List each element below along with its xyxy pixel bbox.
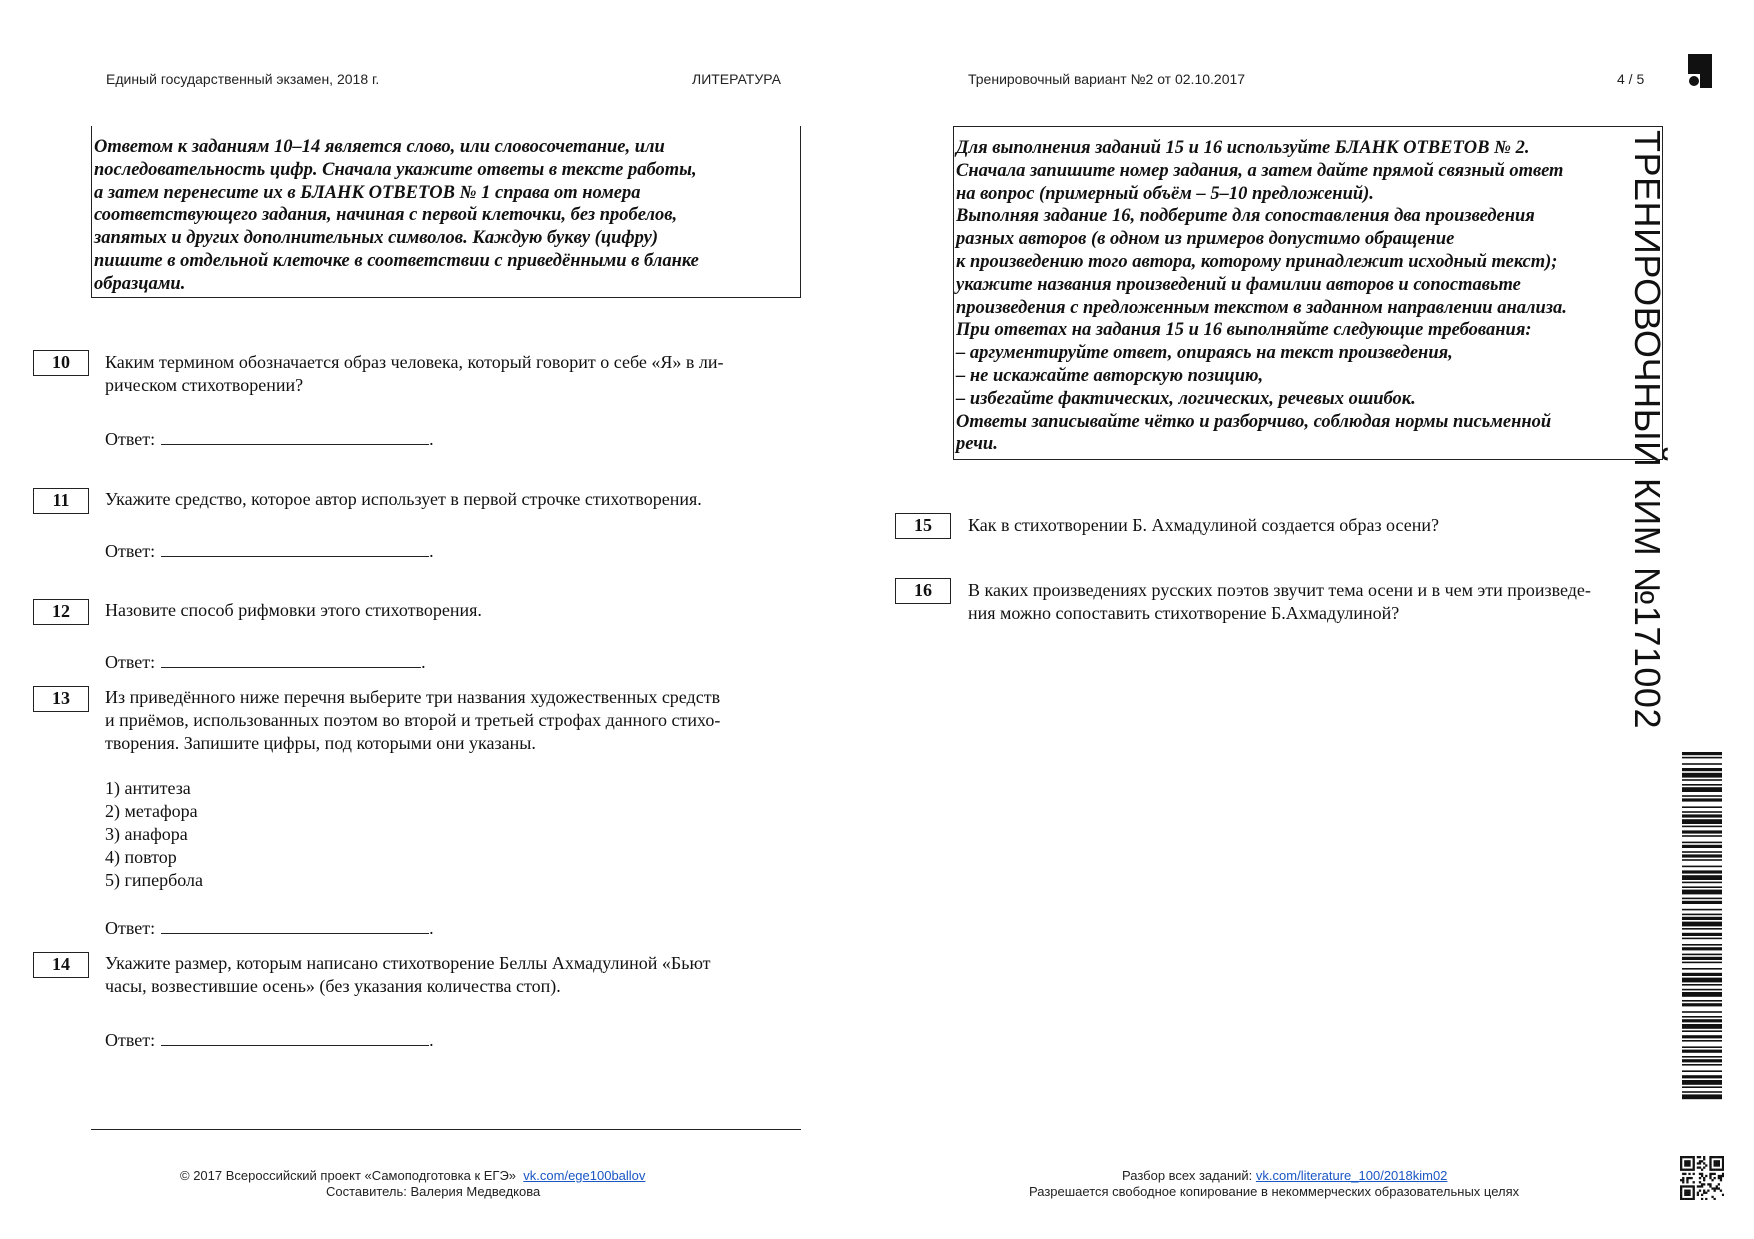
answer-field-11[interactable]: Ответ: . [105, 541, 434, 561]
instruction-line: последовательность цифр. Сначала укажите ответы в тексте работы, [94, 159, 697, 180]
option-5: 5) гипербола [105, 870, 204, 890]
instruction-line: Сначала запишите номер задания, а затем дайте прямой связный ответ [956, 160, 1564, 181]
question-text-16: В каких произведениях русских поэтов звучит тема осени и в чем эти произведе- ния можно сопоставить стихотворение Б.Ахмадулиной? [968, 580, 1591, 623]
question-number-11: 11 [33, 488, 89, 514]
footer-right-line1: Разбор всех заданий: vk.com/literature_100/2018kim02 [1122, 1168, 1448, 1183]
footer-right-link[interactable]: vk.com/literature_100/2018kim02 [1255, 1168, 1448, 1183]
instruction-line: разных авторов (в одном из примеров допустимо обращение [956, 229, 1455, 250]
option-4: 4) повтор [105, 847, 177, 867]
instruction-line: пишите в отдельной клеточке в соответствии с приведёнными в бланке [94, 250, 699, 271]
instruction-line: на вопрос (примерный объём – 5–10 предложений). [956, 183, 1374, 204]
instruction-line: к произведению того автора, которому принадлежит исходный текст); [956, 251, 1558, 272]
question-text-15: Как в стихотворении Б. Ахмадулиной создается образ осени? [968, 515, 1439, 535]
instructions-box-right [953, 126, 1663, 460]
subject-title: ЛИТЕРАТУРА [692, 71, 781, 87]
option-3: 3) анафора [105, 824, 188, 844]
answer-field-13[interactable]: Ответ: . [105, 918, 434, 938]
instruction-line: – не искажайте авторскую позицию, [956, 365, 1264, 386]
instruction-line: произведения с предложенным текстом в заданном направлении анализа. [956, 297, 1567, 318]
question-text-10: Каким термином обозначается образ человека, который говорит о себе «Я» в ли- рическом стихотворении? [105, 352, 724, 395]
question-text-11: Укажите средство, которое автор использует в первой строчке стихотворения. [105, 489, 702, 509]
variant-title: Тренировочный вариант №2 от 02.10.2017 [968, 71, 1246, 87]
instruction-line: Для выполнения заданий 15 и 16 используйте БЛАНК ОТВЕТОВ № 2. [956, 138, 1530, 158]
question-number-13: 13 [33, 686, 89, 712]
answer-field-14[interactable]: Ответ: . [105, 1030, 434, 1050]
instruction-line: укажите названия произведений и фамилии авторов и сопоставьте [956, 274, 1521, 295]
question-number-10: 10 [33, 350, 89, 376]
question-number-12: 12 [33, 599, 89, 625]
option-1: 1) антитеза [105, 778, 191, 798]
option-2: 2) метафора [105, 801, 198, 821]
vertical-kim-title: ТРЕНИРОВОЧНЫЙ КИМ №171002 [1627, 130, 1668, 729]
instruction-line: При ответах на задания 15 и 16 выполняйте следующие требования: [956, 320, 1532, 341]
footer-author: Составитель: Валерия Медведкова [326, 1184, 541, 1199]
page-number: 4 / 5 [1617, 71, 1645, 87]
qr-code [1680, 1156, 1724, 1200]
instruction-line: речи. [956, 434, 998, 455]
answer-field-10[interactable]: Ответ: . [105, 429, 434, 449]
instruction-line: образцами. [94, 273, 186, 294]
instruction-line: Ответом к заданиям 10–14 является слово, или словосочетание, или [94, 137, 665, 157]
instruction-line: – аргументируйте ответ, опираясь на текст произведения, [956, 343, 1453, 364]
question-number-16: 16 [895, 578, 951, 604]
footer-copy-note: Разрешается свободное копирование в некоммерческих образовательных целях [1029, 1184, 1520, 1199]
question-text-12: Назовите способ рифмовки этого стихотворения. [105, 600, 482, 620]
instruction-line: Ответы записывайте чётко и разборчиво, соблюдая нормы письменной [956, 411, 1552, 432]
footer-left-line1: © 2017 Всероссийский проект «Самоподготовка к ЕГЭ» vk.com/ege100ballov [180, 1168, 646, 1183]
instruction-line: соответствующего задания, начиная с первой клеточки, без пробелов, [94, 205, 678, 226]
question-number-15: 15 [895, 513, 951, 539]
exam-title: Единый государственный экзамен, 2018 г. [106, 71, 380, 87]
instructions-box-left [91, 126, 801, 298]
barcode [1682, 752, 1722, 1100]
instruction-line: – избегайте фактических, логических, речевых ошибок. [956, 388, 1416, 409]
answer-field-12[interactable]: Ответ: . [105, 652, 426, 672]
instruction-line: Выполняя задание 16, подберите для сопоставления два произведения [956, 206, 1535, 227]
footer-divider [91, 1129, 801, 1130]
footer-left-link[interactable]: vk.com/ege100ballov [523, 1168, 646, 1183]
instruction-line: запятых и других дополнительных символов. Каждую букву (цифру) [94, 228, 659, 249]
corner-marker-icon [1688, 54, 1712, 88]
question-text-14: Укажите размер, которым написано стихотворение Беллы Ахмадулиной «Бьют часы, возвестившие осень» (без указания количества стоп). [105, 953, 711, 996]
question-text-13: Из приведённого ниже перечня выберите три названия художественных средств и приёмов, использованных поэтом во второй и третьей строфах данного стихо- творения. Запишите цифры, под которыми они указаны. [105, 687, 721, 753]
question-number-14: 14 [33, 952, 89, 978]
instruction-line: а затем перенесите их в БЛАНК ОТВЕТОВ № 1 справа от номера [94, 182, 641, 203]
